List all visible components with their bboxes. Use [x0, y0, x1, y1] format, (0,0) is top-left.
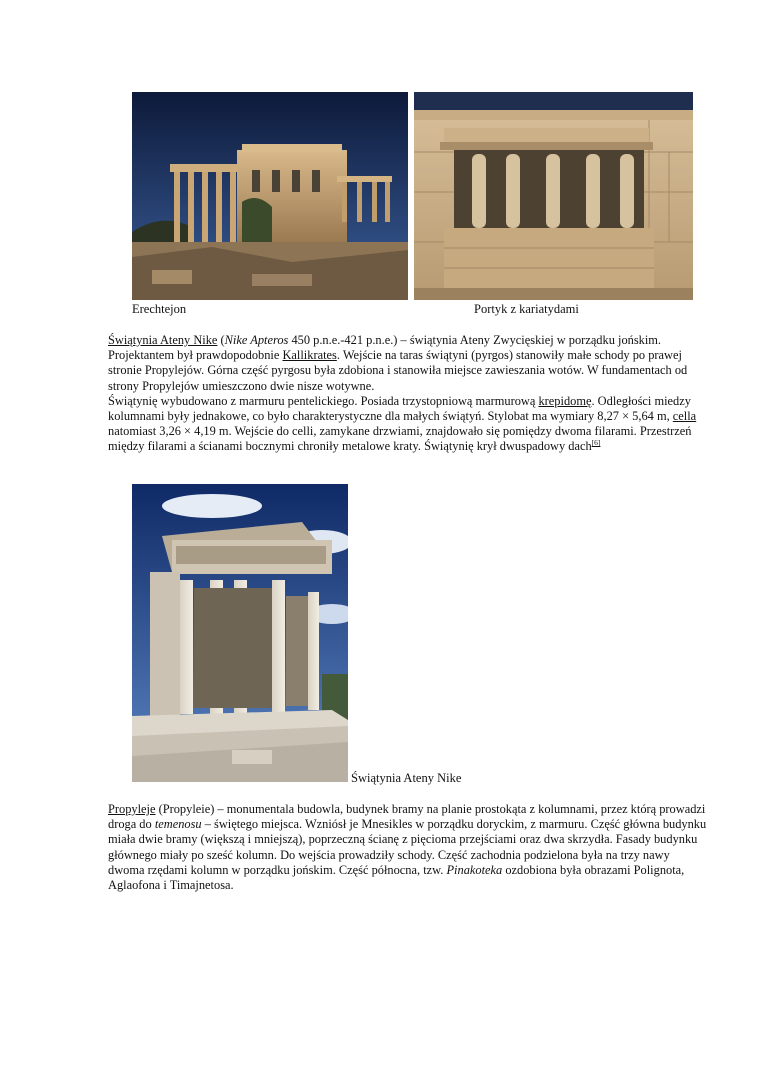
- propylaea-section: [108, 802, 708, 893]
- erechtheion-photo: [132, 92, 408, 300]
- text-span: . Odległości miedzy kolumnami były jednakowe, co było charakterystyczne dla małych świątyń. Stylobat ma wymiary 8,27 × 5,64 m,: [108, 393, 691, 424]
- propylaea-paragraph: [108, 802, 708, 893]
- text-span: 450 p.n.e.-421 p.n.e.) – świątynia Ateny Zwycięskiej w porządku jońskim. Projektantem był prawdopodobnie: [108, 333, 662, 363]
- nike-paragraph-1: [108, 333, 708, 394]
- text-span: . Wejście na taras świątyni (pyrgos) stanowiły małe schody po prawej stronie Propylejów. Górna część pyrgosu była zdobiona i stanowiła miejsce zawieszania wotów. W fundamentach od strony Propylejów umieszczono dwie nisze wotywne.: [108, 348, 688, 393]
- temenos-italic: temenosu: [154, 817, 202, 832]
- kallikrates-link[interactable]: Kallikrates: [282, 348, 337, 363]
- nike-apteros-italic: Nike Apteros: [224, 333, 289, 347]
- text-span: (Propyleie) – monumentala budowla, budynek bramy na planie prostokąta z kolumnami, przez którą prowadzi droga do: [108, 802, 706, 832]
- text-span: natomiast 3,26 × 4,19 m. Wejście do celli, zamykane drzwiami, znajdowało się pomiędzy dwoma filarami. Przestrzeń między filarami a ścianami bocznymi chroniły metalowe kraty. Świątynię krył dwuspadowy dach: [108, 424, 692, 454]
- caryatids-photo: [414, 92, 693, 300]
- caryatids-caption: Portyk z kariatydami: [474, 302, 579, 316]
- nike-temple-photo: [132, 484, 348, 782]
- erechtheion-caption: Erechtejon: [132, 302, 187, 316]
- cella-link[interactable]: cella: [672, 409, 697, 424]
- nike-paragraph-2: [108, 394, 708, 455]
- text-span: ozdobiona była obrazami Polignota, Aglaofona i Timajnetosa.: [108, 862, 685, 893]
- nike-section: [108, 333, 708, 455]
- nike-temple-link[interactable]: Świątynia Ateny Nike: [108, 333, 218, 347]
- nike-temple-caption: Świątynia Ateny Nike: [351, 771, 462, 785]
- text-span: – świętego miejsca. Wzniósł je Mnesikles w porządku doryckim, z marmuru. Część główna budynku miała dwie bramy (większą i mniejszą), poprzeczną ścianę z pięcioma przejściami oraz dwa skrzydła. Fasady budynku głównego miały po sześć kolumn. Do wejścia prowadziły schody. Część zachodnia podzielona była na trzy nawy dwoma rzędami kolumn w porządku jońskim. Część północna, tzw.: [108, 817, 707, 877]
- pinakoteka-italic: Pinakoteka: [446, 862, 503, 877]
- footnote-ref-link[interactable]: [6]: [591, 438, 601, 448]
- text-span: (: [217, 333, 225, 347]
- propylaea-link[interactable]: Propyleje: [108, 802, 156, 816]
- text-span: Świątynię wybudowano z marmuru pentelickiego. Posiada trzystopniową marmurową: [108, 393, 539, 408]
- krepidoma-link[interactable]: krepidomę: [538, 393, 592, 408]
